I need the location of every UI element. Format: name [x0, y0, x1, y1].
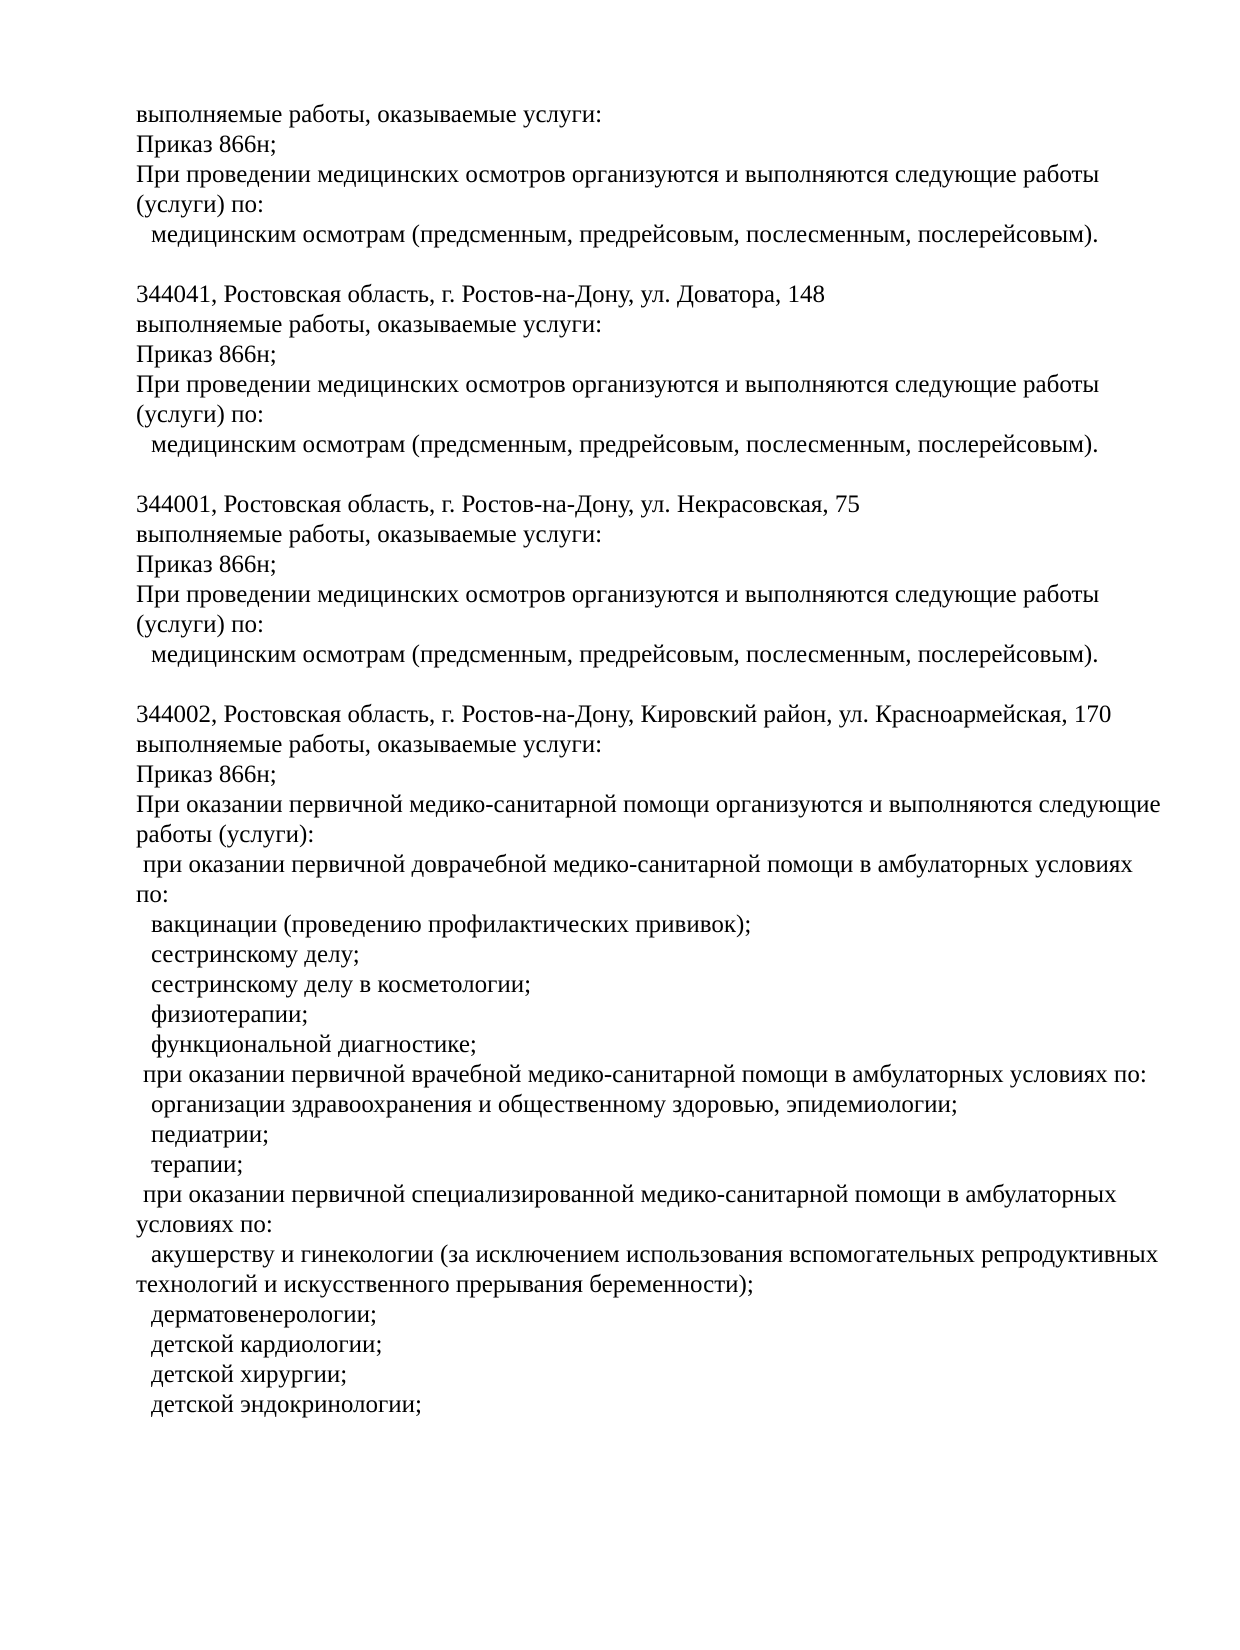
service-item-line: дерматовенерологии;: [151, 1301, 377, 1328]
service-item-line: акушерству и гинекологии (за исключением использования вспомогательных репродуктивных: [151, 1241, 1159, 1268]
address-line: 344041, Ростовская область, г. Ростов-на-Дону, ул. Доватора, 148: [136, 281, 825, 308]
service-item-line: организации здравоохранения и общественному здоровью, эпидемиологии;: [151, 1091, 958, 1118]
service-item-line: медицинским осмотрам (предсменным, предрейсовым, послесменным, послерейсовым).: [151, 641, 1099, 668]
service-item-line: сестринскому делу в косметологии;: [151, 971, 532, 998]
text-line: по:: [136, 881, 169, 908]
service-item-line: детской кардиологии;: [151, 1331, 383, 1358]
license-services-text: [136, 100, 1196, 1420]
service-item-line: терапии;: [151, 1151, 244, 1178]
text-line: работы (услуги):: [136, 821, 315, 848]
text-line: выполняемые работы, оказываемые услуги:: [136, 311, 603, 338]
text-line: выполняемые работы, оказываемые услуги:: [136, 731, 603, 758]
service-item-line: педиатрии;: [151, 1121, 270, 1148]
address-line: 344001, Ростовская область, г. Ростов-на-Дону, ул. Некрасовская, 75: [136, 491, 860, 518]
text-line: Приказ 866н;: [136, 341, 277, 368]
text-line: Приказ 866н;: [136, 551, 277, 578]
address-line: 344002, Ростовская область, г. Ростов-на-Дону, Кировский район, ул. Красноармейская, 170: [136, 701, 1112, 728]
text-line: (услуги) по:: [136, 191, 264, 218]
text-line: условиях по:: [136, 1211, 273, 1238]
text-line: при оказании первичной доврачебной медико-санитарной помощи в амбулаторных условиях: [143, 851, 1133, 878]
service-item-line: детской хирургии;: [151, 1361, 348, 1388]
text-line: выполняемые работы, оказываемые услуги:: [136, 521, 603, 548]
text-line: При проведении медицинских осмотров организуются и выполняются следующие работы: [136, 371, 1100, 398]
service-item-line: функциональной диагностике;: [151, 1031, 477, 1058]
service-item-line: физиотерапии;: [151, 1001, 309, 1028]
text-line: (услуги) по:: [136, 401, 264, 428]
service-item-line: медицинским осмотрам (предсменным, предрейсовым, послесменным, послерейсовым).: [151, 221, 1099, 248]
text-line: При проведении медицинских осмотров организуются и выполняются следующие работы: [136, 161, 1100, 188]
service-item-line: технологий и искусственного прерывания беременности);: [136, 1271, 754, 1298]
text-line: при оказании первичной врачебной медико-санитарной помощи в амбулаторных условиях по:: [143, 1061, 1147, 1088]
blank-line: [136, 460, 1196, 490]
text-line: выполняемые работы, оказываемые услуги:: [136, 101, 603, 128]
text-line: При проведении медицинских осмотров организуются и выполняются следующие работы: [136, 581, 1100, 608]
service-item-line: вакцинации (проведению профилактических прививок);: [151, 911, 752, 938]
text-line: Приказ 866н;: [136, 131, 277, 158]
text-line: Приказ 866н;: [136, 761, 277, 788]
text-line: При оказании первичной медико-санитарной помощи организуются и выполняются следующие: [136, 791, 1161, 818]
blank-line: [136, 250, 1196, 280]
blank-line: [136, 670, 1196, 700]
service-item-line: медицинским осмотрам (предсменным, предрейсовым, послесменным, послерейсовым).: [151, 431, 1099, 458]
text-line: (услуги) по:: [136, 611, 264, 638]
text-line: при оказании первичной специализированной медико-санитарной помощи в амбулаторных: [143, 1181, 1117, 1208]
service-item-line: сестринскому делу;: [151, 941, 360, 968]
service-item-line: детской эндокринологии;: [151, 1391, 422, 1418]
